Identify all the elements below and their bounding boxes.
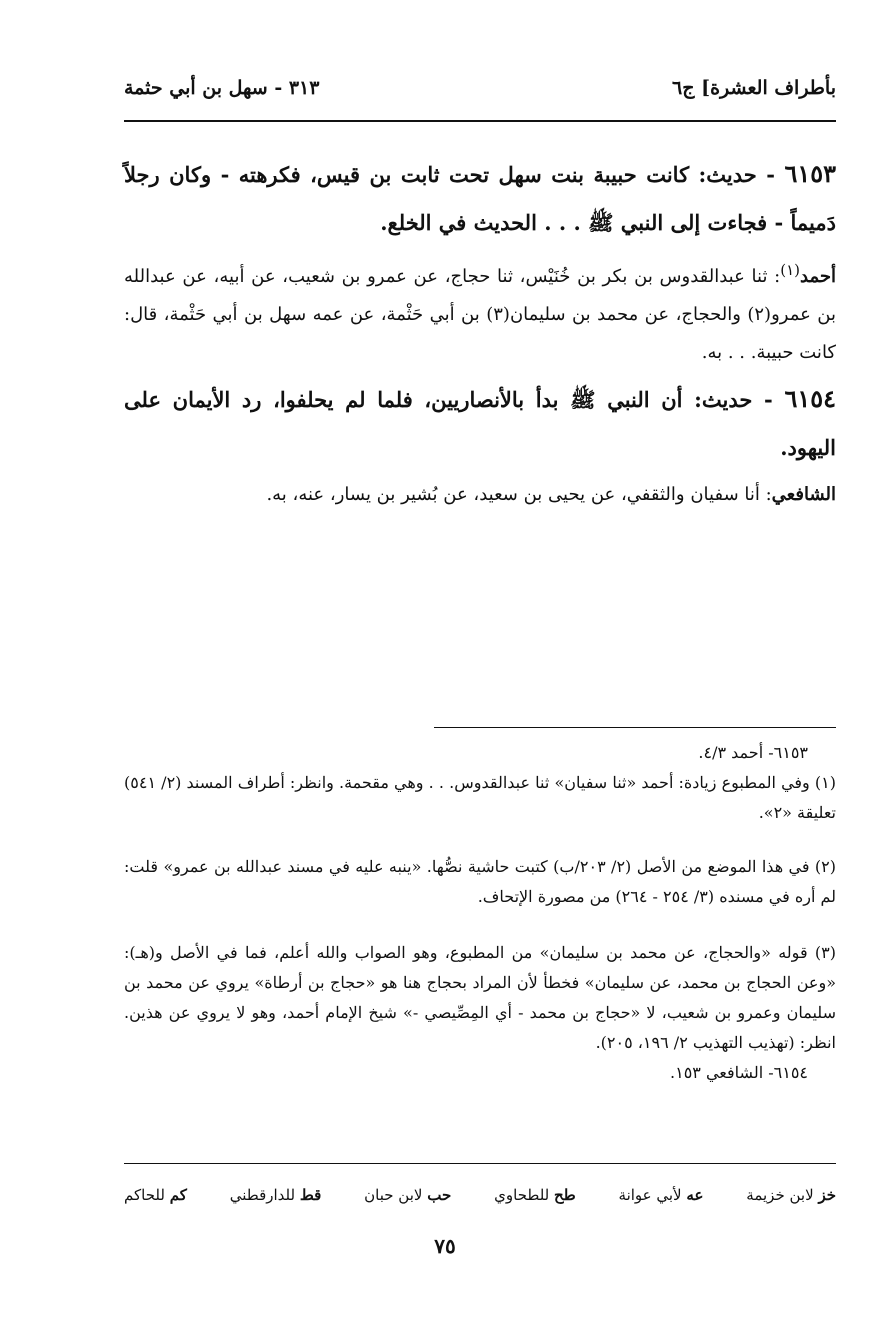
page-number: ٧٥ <box>434 1234 456 1258</box>
hadith-entry <box>124 375 836 514</box>
source-reference: ٦١٥٣- أحمد ٤/٣. <box>698 743 808 762</box>
legend-divider <box>124 1163 836 1164</box>
isnad <box>124 476 836 514</box>
legend-item: خز لابن خزيمة <box>746 1186 836 1204</box>
header-book-title: بأطراف العشرة] ج٦ <box>672 77 836 99</box>
hadith-text: - حديث: أن النبي ﷺ بدأ بالأنصاريين، فلما لم يحلفوا، رد الأيمان على اليهود. <box>124 387 836 460</box>
legend-item: طح للطحاوي <box>494 1186 576 1204</box>
footnote-divider <box>434 727 836 728</box>
source-reference: ٦١٥٤- الشافعي ١٥٣. <box>670 1063 808 1082</box>
footnote-3: (٣) قوله «والحجاج، عن محمد بن سليمان» من المطبوع، وهو الصواب والله أعلم، فما في الأصل و(هـ): «وعن الحجاج بن محمد، عن سليمان» فخطأ لأن المراد بحجاج هنا هو «حجاج بن أرطاة» يروي عن محمد بن سليمان وعمرو بن شعيب، لا «حجاج بن محمد - أي المِصِّيصي -» شيخ الإمام أحمد، وهو لا يروي عن هذين. انظر: (تهذيب التهذيب ٢/ ١٩٦، ٢٠٥). <box>124 943 836 1052</box>
isnad <box>124 251 836 372</box>
footnote-2: (٢) في هذا الموضع من الأصل (٢/ ٢٠٣/ب) كتبت حاشية نصُّها. «ينبه عليه في مسند عبدالله بن عمرو» قلت: لم أره في مسنده (٣/ ٢٥٤ - ٢٦٤) من مصورة الإتحاف. <box>124 857 836 906</box>
legend-item: حب لابن حبان <box>364 1186 452 1204</box>
footnote-marker: (١) <box>780 261 801 279</box>
abbreviation-legend <box>124 1180 836 1210</box>
legend-item: قط للدارقطني <box>229 1186 322 1204</box>
isnad-source: أحمد <box>800 266 836 287</box>
isnad-text: : أنا سفيان والثقفي، عن يحيى بن سعيد، عن بُشير بن يسار، عنه، به. <box>266 484 772 505</box>
hadith-title <box>124 150 836 247</box>
hadith-number: ٦١٥٣ <box>784 159 837 188</box>
hadith-text: - حديث: كانت حبيبة بنت سهل تحت ثابت بن قيس، فكرهته - وكان رجلاً دَميماً - فجاءت إلى النبي ﷺ . . . الحديث في الخلع. <box>124 162 836 235</box>
hadith-number: ٦١٥٤ <box>784 384 837 413</box>
footnotes <box>124 852 836 912</box>
legend-item: كم للحاكم <box>124 1186 187 1204</box>
isnad-source: الشافعي <box>771 484 836 505</box>
header-chapter-title: ٣١٣ - سهل بن أبي حثمة <box>124 77 320 99</box>
header-divider <box>124 120 836 122</box>
legend-item: عه لأبي عوانة <box>618 1186 704 1204</box>
hadith-title <box>124 375 836 472</box>
footnote-1: (١) وفي المطبوع زيادة: أحمد «ثنا سفيان» ثنا عبدالقدوس. . . وهي مقحمة. وانظر: أطراف المسند (٢/ ٥٤١) تعليقة «٢». <box>124 773 836 822</box>
isnad-text: : ثنا عبدالقدوس بن بكر بن خُنَيْس، ثنا حجاج، عن عمرو بن شعيب، عن أبيه، عن عبدالله بن عمرو(٢) والحجاج، عن محمد بن سليمان(٣) بن أبي حَثْمة، عن عمه سهل بن أبي حَثْمة، قال: كانت حبيبة. . . به. <box>124 266 836 363</box>
footnotes <box>124 938 836 1088</box>
hadith-entry <box>124 150 836 372</box>
footnotes <box>124 738 836 828</box>
running-header <box>124 68 836 108</box>
